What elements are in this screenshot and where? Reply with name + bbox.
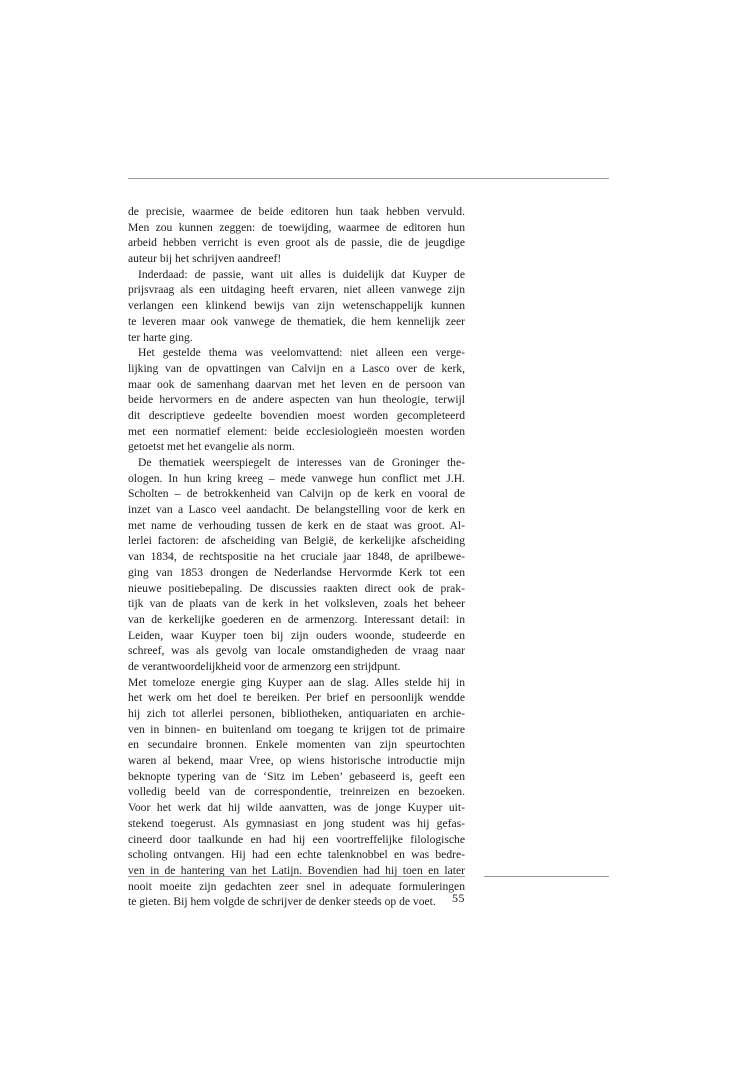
text-line: lerlei factoren: de afscheiding van België, de kerkelijke afscheiding bbox=[128, 534, 465, 548]
text-line: beide hervormers en de andere aspecten van hun theologie, terwijl bbox=[128, 393, 465, 407]
bottom-rule-left bbox=[128, 876, 465, 877]
bottom-rule-right bbox=[484, 876, 609, 877]
text-line: van 1834, de rechtspositie na het cruciale jaar 1848, de aprilbewe- bbox=[128, 550, 465, 564]
text-line: tijk van de plaats van de kerk in het volksleven, zoals het beheer bbox=[128, 597, 465, 611]
paragraph bbox=[128, 267, 465, 345]
text-line: ven in de hantering van het Latijn. Bovendien had hij toen en later bbox=[128, 863, 465, 877]
text-line: ging van 1853 drongen de Nederlandse Hervormde Kerk tot een bbox=[128, 565, 465, 579]
paragraph bbox=[128, 455, 465, 675]
text-line: ven in binnen- en buitenland om toegang te krijgen tot de primaire bbox=[128, 722, 465, 736]
text-line: Leiden, waar Kuyper toen bij zijn ouders woonde, studeerde en bbox=[128, 628, 465, 642]
text-line: arbeid hebben verricht is even groot als de passie, die de jeugdige bbox=[128, 236, 465, 250]
text-line: beknopte typering van de ‘Sitz im Leben’ gebaseerd is, geeft een bbox=[128, 769, 465, 783]
paragraph bbox=[128, 675, 465, 910]
text-line: waren al bekend, maar Vree, op wiens historische introductie mijn bbox=[128, 754, 465, 768]
text-line: volledig beeld van de correspondentie, treinreizen en bezoeken. bbox=[128, 785, 465, 799]
text-line: Met tomeloze energie ging Kuyper aan de slag. Alles stelde hij in bbox=[128, 675, 465, 689]
text-line: Men zou kunnen zeggen: de toewijding, waarmee de editoren hun bbox=[128, 220, 465, 234]
text-line: cineerd door taalkunde en had hij een voortreffelijke filologische bbox=[128, 832, 465, 846]
text-line: inzet van a Lasco veel aandacht. De belangstelling voor de kerk en bbox=[128, 503, 465, 517]
text-line: getoetst met het evangelie als norm. bbox=[128, 440, 295, 454]
text-line: Het gestelde thema was veelomvattend: niet alleen een verge- bbox=[138, 346, 465, 360]
text-line: dit descriptieve gedeelte bovendien moest worden gecompleteerd bbox=[128, 408, 465, 422]
text-line: scholing ontvangen. Hij had een echte talenknobbel en was bedre- bbox=[128, 848, 465, 862]
body-text bbox=[128, 204, 465, 910]
text-line: prijsvraag als een uitdaging heeft ervaren, niet alleen vanwege zijn bbox=[128, 283, 465, 297]
text-line: lijking van de opvattingen van Calvijn en a Lasco over de kerk, bbox=[128, 361, 465, 375]
text-line: ter harte ging. bbox=[128, 330, 193, 344]
text-line: Scholten – de betrokkenheid van Calvijn op de kerk en vooral de bbox=[128, 487, 465, 501]
text-line: van de kerkelijke goederen en de armenzorg. Interessant detail: in bbox=[128, 612, 465, 626]
text-line: met name de verhouding tussen de kerk en de staat was groot. Al- bbox=[128, 518, 465, 532]
text-line: met een normatief element: beide ecclesiologieën moesten worden bbox=[128, 424, 465, 438]
text-line: verlangen een klinkend bewijs van zijn wetenschappelijk kunnen bbox=[128, 299, 465, 313]
text-line: te leveren maar ook vanwege de thematiek, die hem kennelijk zeer bbox=[128, 314, 465, 328]
paragraph bbox=[128, 345, 465, 455]
text-line: de verantwoordelijkheid voor de armenzorg een strijdpunt. bbox=[128, 659, 401, 673]
text-line: nieuwe positiebepaling. De discussies raakten direct ook de prak- bbox=[128, 581, 465, 595]
paragraph bbox=[128, 204, 465, 267]
text-line: te gieten. Bij hem volgde de schrijver de denker steeds op de voet. bbox=[128, 895, 436, 909]
text-line: ologen. In hun kring kreeg – mede vanwege hun conflict met J.H. bbox=[128, 471, 465, 485]
text-line: de precisie, waarmee de beide editoren hun taak hebben vervuld. bbox=[128, 205, 465, 218]
text-line: en secundaire bronnen. Enkele momenten van zijn speurtochten bbox=[128, 738, 465, 752]
page-number: 55 bbox=[452, 891, 465, 905]
text-line: maar ook de samenhang daarvan met het leven en de persoon van bbox=[128, 377, 465, 391]
text-line: nooit moeite zijn gedachten zeer snel in adequate formuleringen bbox=[128, 879, 465, 893]
text-line: Inderdaad: de passie, want uit alles is duidelijk dat Kuyper de bbox=[138, 267, 465, 281]
text-line: schreef, was als gevolg van locale omstandigheden de vraag naar bbox=[128, 644, 465, 658]
text-line: Voor het werk dat hij wilde aanvatten, was de jonge Kuyper uit- bbox=[128, 801, 465, 815]
text-line: het werk om het doel te bereiken. Per brief en persoonlijk wendde bbox=[128, 691, 465, 705]
top-rule bbox=[128, 178, 609, 179]
text-line: De thematiek weerspiegelt de interesses van de Groninger the- bbox=[138, 456, 465, 469]
text-line: hij zich tot allerlei personen, bibliotheken, antiquariaten en archie- bbox=[128, 707, 465, 720]
text-line: auteur bij het schrijven aandreef! bbox=[128, 252, 282, 266]
text-line: stekend toegerust. Als gymnasiast en jong student was hij gefas- bbox=[128, 816, 465, 830]
